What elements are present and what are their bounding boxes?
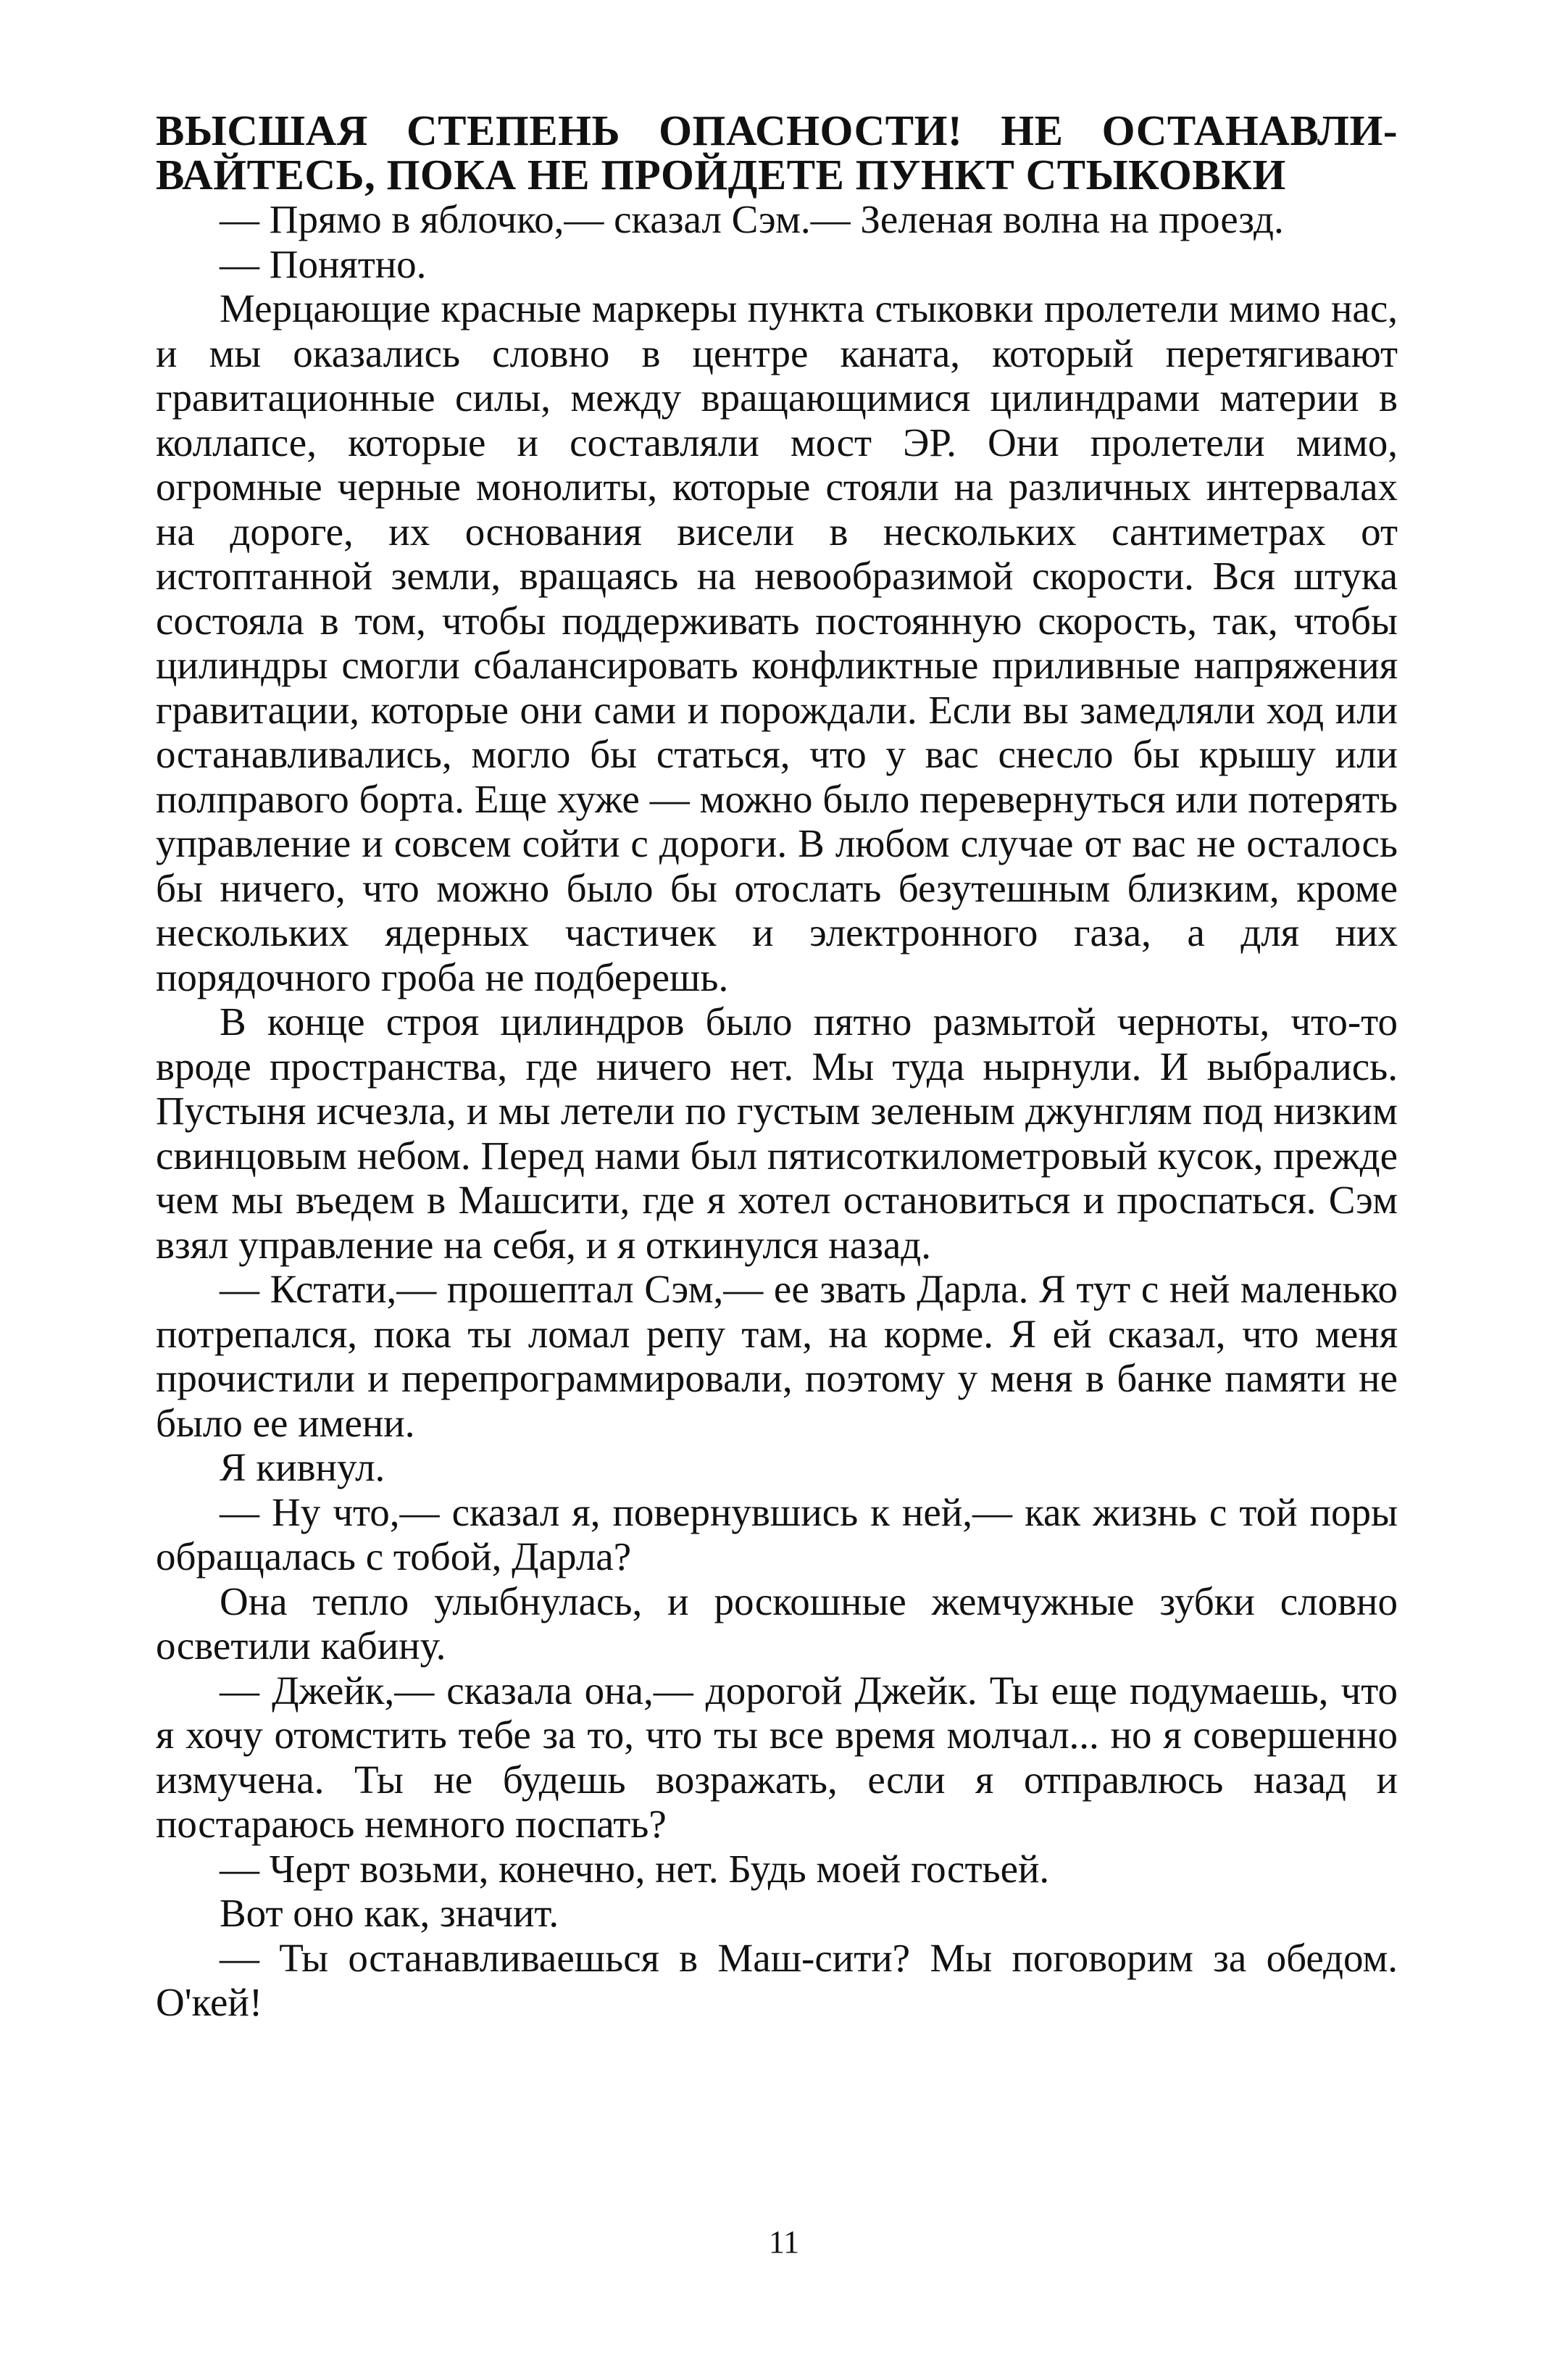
section-heading <box>156 109 1398 197</box>
paragraph: — Прямо в яблочко,— сказал Сэм.— Зеленая волна на проезд. <box>220 197 1284 241</box>
heading-line-1: ВЫСШАЯ СТЕПЕНЬ ОПАСНОСТИ! НЕ ОСТАНАВЛИ- <box>156 107 1398 154</box>
paragraph: В конце строя цилиндров было пятно размытой черноты, что-то вроде пространства, где ничего нет. Мы туда нырнули. И выбрались. Пустыня исчезла, и мы летели по густым зеленым джунглям под низким свинцовым небом. Перед нами был пятисоткилометровый кусок, прежде чем мы въедем в Машсити, где я хотел остановиться и проспаться. Сэм взял управление на себя, и я откинулся назад. <box>156 999 1398 1267</box>
paragraph: — Черт возьми, конечно, нет. Будь моей гостьей. <box>220 1846 1050 1891</box>
paragraph: Я кивнул. <box>220 1445 385 1489</box>
paragraph: Мерцающие красные маркеры пункта стыковки пролетели мимо нас, и мы оказались словно в центре каната, который перетягивают гравитационные силы, между вращающимися цилиндрами материи в коллапсе, которые и составляли мост ЭР. Они пролетели мимо, огромные черные монолиты, которые стояли на различных интервалах на дороге, их основания висели в нескольких сантиметрах от истоптанной земли, вращаясь на невообразимой скорости. Вся штука состояла в том, чтобы поддерживать постоянную скорость, так, чтобы цилиндры смогли сбалансировать конфликтные приливные напряжения гравитации, которые они сами и порождали. Если вы замедляли ход или останавливались, могло бы статься, что у вас снесло бы крышу или полправого борта. Еще хуже — можно было перевернуться или потерять управление и совсем сойти с дороги. В любом случае от вас не осталось бы ничего, что можно было бы отослать безутешным близким, кроме нескольких ядерных частичек и электронного газа, а для них порядочного гроба не подберешь. <box>156 286 1398 999</box>
paragraph: — Ты останавливаешься в Маш-сити? Мы поговорим за обедом. О'кей! <box>156 1935 1398 2024</box>
page-number: 11 <box>768 2224 800 2260</box>
paragraph: Она тепло улыбнулась, и роскошные жемчужные зубки словно осветили кабину. <box>156 1579 1398 1668</box>
paragraph: — Джейк,— сказала она,— дорогой Джейк. Ты еще подумаешь, что я хочу отомстить тебе за то, что ты все время молчал... но я совершенно измучена. Ты не будешь возражать, если я отправлюсь назад и постараюсь немного поспать? <box>156 1668 1398 1846</box>
paragraph: — Понятно. <box>220 241 427 286</box>
paragraph: — Кстати,— прошептал Сэм,— ее звать Дарла. Я тут с ней маленько потрепался, пока ты ломал репу там, на корме. Я ей сказал, что меня прочистили и перепрограммировали, поэтому у меня в банке памяти не было ее имени. <box>156 1267 1398 1445</box>
paragraph: — Ну что,— сказал я, повернувшись к ней,— как жизнь с той поры обращалась с тобой, Дарла? <box>156 1489 1398 1579</box>
paragraph: Вот оно как, значит. <box>220 1891 559 1935</box>
heading-line-2: ВАЙТЕСЬ, ПОКА НЕ ПРОЙДЕТЕ ПУНКТ СТЫКОВКИ <box>156 151 1286 199</box>
book-page <box>156 109 1398 2025</box>
